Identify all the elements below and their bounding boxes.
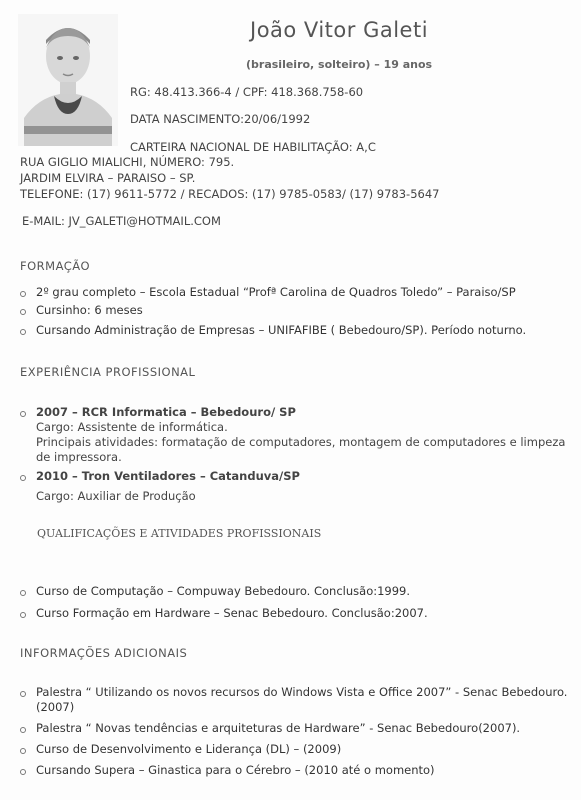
list-item [20, 685, 575, 715]
list-item-line: (2007) [36, 700, 75, 714]
birthdate-line: DATA NASCIMENTO:20/06/1992 [130, 112, 311, 126]
list-item: Cursinho: 6 meses [20, 303, 575, 318]
list-item: Curso Formação em Hardware – Senac Bebedouro. Conclusão:2007. [20, 606, 575, 621]
address-street: RUA GIGLIO MIALICHI, NÚMERO: 795. [20, 155, 235, 169]
address-district: JARDIM ELVIRA – PARAISO – SP. [20, 171, 196, 185]
phones-line: TELEFONE: (17) 9611-5772 / RECADOS: (17) 9785-0583/ (17) 9783-5647 [20, 187, 440, 201]
ids-line: RG: 48.413.366-4 / CPF: 418.368.758-60 [130, 85, 364, 99]
experiencia-list [20, 405, 575, 504]
list-item: Curso de Computação – Compuway Bebedouro. Conclusão:1999. [20, 584, 575, 599]
candidate-name: João Vitor Galeti [250, 18, 429, 42]
job-detail: Cargo: Auxiliar de Produção [36, 489, 196, 503]
adicionais-list [20, 685, 575, 778]
job-item [20, 405, 575, 465]
section-qualificacoes-title: QUALIFICAÇÕES E ATIVIDADES PROFISSIONAIS [37, 527, 322, 540]
job-title: 2010 – Tron Ventiladores – Catanduva/SP [36, 469, 300, 483]
job-item [20, 469, 575, 504]
candidate-subtitle: (brasileiro, solteiro) – 19 anos [246, 58, 433, 71]
section-formacao-title: FORMAÇÃO [20, 259, 90, 273]
license-line: CARTEIRA NACIONAL DE HABILITAÇÃO: A,C [130, 140, 376, 154]
section-experiencia-title: EXPERIÊNCIA PROFISSIONAL [20, 365, 196, 379]
list-item-line: Palestra “ Utilizando os novos recursos do Windows Vista e Office 2007” - Senac Bebedouro. [36, 685, 568, 699]
qualificacoes-list [20, 584, 575, 621]
portrait-image [18, 14, 118, 146]
list-item: 2º grau completo – Escola Estadual “Profª Carolina de Quadros Toledo” – Paraiso/SP [20, 285, 575, 300]
list-item: Curso de Desenvolvimento e Liderança (DL) – (2009) [20, 742, 575, 757]
profile-photo [18, 14, 118, 146]
email-line: E-MAIL: JV_GALETI@HOTMAIL.COM [22, 214, 221, 228]
job-detail: Principais atividades: formatação de computadores, montagem de computadores e limpeza [36, 435, 566, 449]
job-detail: Cargo: Assistente de informática. [36, 420, 228, 434]
formacao-list [20, 285, 575, 338]
list-item: Palestra “ Novas tendências e arquiteturas de Hardware” - Senac Bebedouro(2007). [20, 721, 575, 736]
job-title: 2007 – RCR Informatica – Bebedouro/ SP [36, 405, 296, 419]
list-item: Cursando Administração de Empresas – UNIFAFIBE ( Bebedouro/SP). Período noturno. [20, 323, 575, 338]
job-detail: de impressora. [36, 450, 122, 464]
list-item: Cursando Supera – Ginastica para o Cérebro – (2010 até o momento) [20, 763, 575, 778]
section-adicionais-title: INFORMAÇÕES ADICIONAIS [20, 646, 188, 660]
